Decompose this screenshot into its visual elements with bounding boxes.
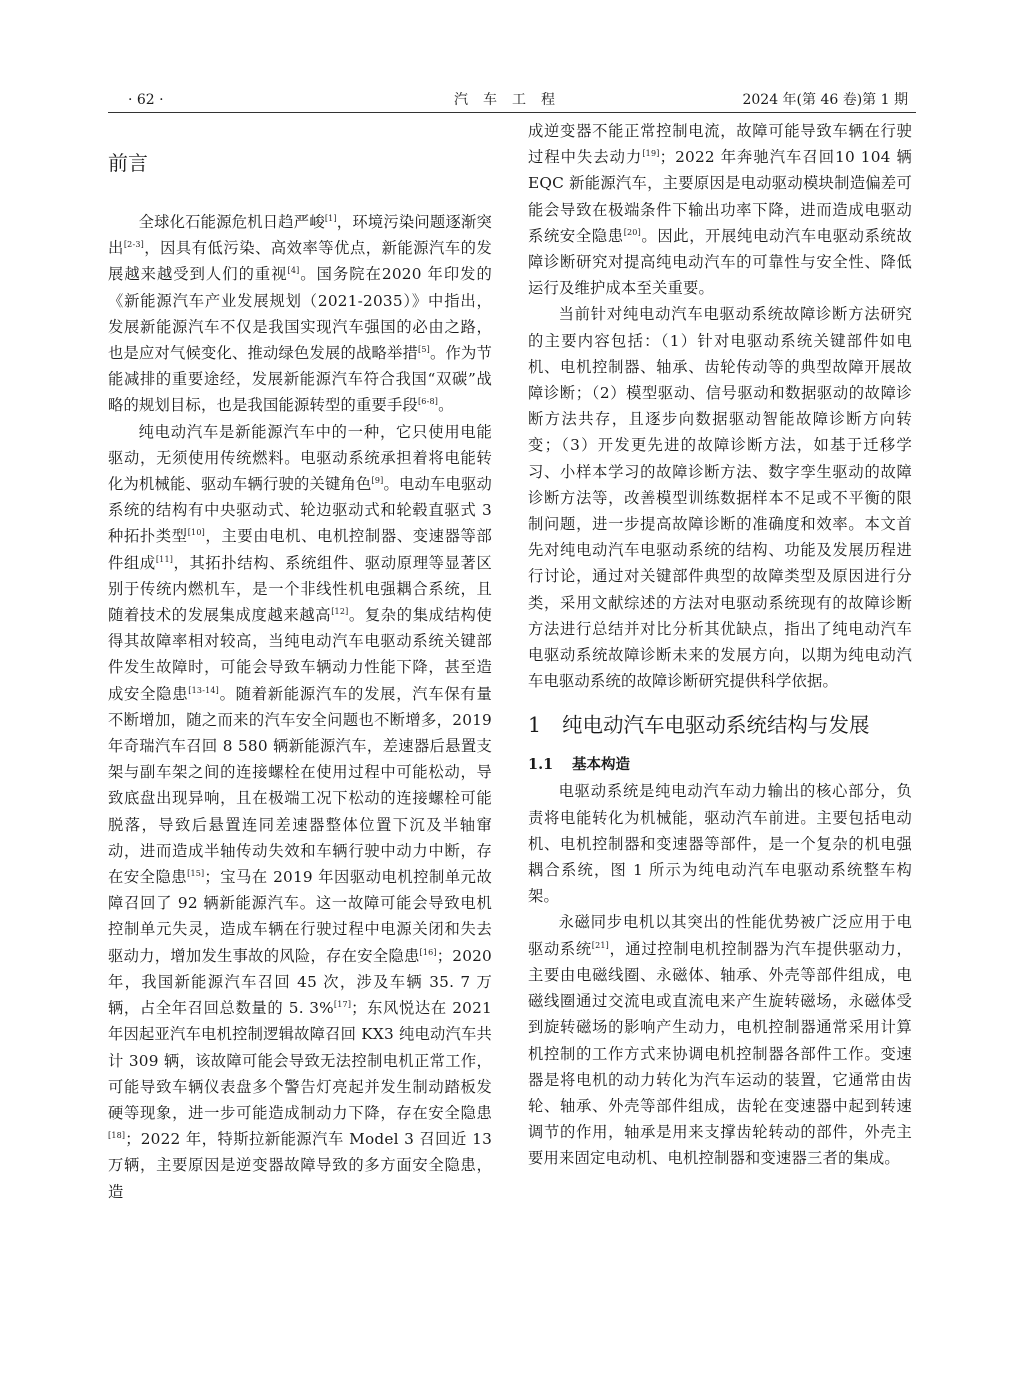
section-number: 1 xyxy=(528,713,542,738)
paragraph: 电驱动系统是纯电动汽车动力输出的核心部分，负责将电能转化为机械能，驱动汽车前进。主要包括电动机、电机控制器和变速器等部件，是一个复杂的机电强耦合系统，图 1 所示为纯电动汽车电驱动系统整车构架。 xyxy=(528,782,912,906)
issue-info: 2024 年(第 46 卷)第 1 期 xyxy=(742,92,908,108)
running-header xyxy=(108,88,916,113)
paragraph: 全球化石能源危机日趋严峻[1]，环境污染问题逐渐突出[2-3]，因具有低污染、高效率等优点，新能源汽车的发展越来越受到人们的重视[4]。国务院在2020 年印发的《新能源汽车产业发展规划（2021-2035）》中指出，发展新能源汽车不仅是我国实现汽车强国的必由之路，也是应对气候变化、推动绿色发展的战略举措[5]。作为节能减排的重要途经，发展新能源汽车符合我国“双碳”战略的规划目标，也是我国能源转型的重要手段[6-8]。 xyxy=(108,213,493,415)
section-heading-text: 纯电动汽车电驱动系统结构与发展 xyxy=(562,713,870,738)
section-heading-1 xyxy=(528,710,912,740)
paragraph: 纯电动汽车是新能源汽车中的一种，它只使用电能驱动，无须使用传统燃料。电驱动系统承担着将电能转化为机械能、驱动车辆行驶的关键角色[9]。电动车电驱动系统的结构有中央驱动式、轮边驱动式和轮毂直驱式 3 种拓扑类型[10]，主要由电机、电机控制器、变速器等部件组成[11]，其拓扑结构、系统组件、驱动原理等显著区别于传统内燃机车，是一个非线性机电强耦合系统，且随着技术的发展集成度越来越高[12]。复杂的集成结构使得其故障率相对较高，当纯电动汽车电驱动系统关键部件发生故障时，可能会导致车辆动力性能下降，甚至造成安全隐患[13-14]。随着新能源汽车的发展，汽车保有量不断增加，随之而来的汽车安全问题也不断增多，2019年奇瑞汽车召回 8 580 辆新能源汽车，差速器后悬置支架与副车架之间的连接螺栓在使用过程中可能松动，导致底盘出现异响，且在极端工况下松动的连接螺栓可能脱落，导致后悬置连同差速器整体位置下沉及半轴窜动，进而造成半轴传动失效和车辆行驶中动力中断，存在安全隐患[15]；宝马在 2019 年因驱动电机控制单元故障召回了 92 辆新能源汽车。这一故障可能会导致电机控制单元失灵，造成车辆在行驶过程中电源关闭和失去驱动力，增加发生事故的风险，存在安全隐患[16]；2020 年，我国新能源汽车召回 45 次，涉及车辆 35. 7 万辆，占全年召回总数量的 5. 3%[17]；东风悦达在 2021 年因起亚汽车电机控制逻辑故障召回 KX3 纯电动汽车共计 309 辆，该故障可能会导致无法控制电机正常工作，可能导致车辆仪表盘多个警告灯亮起并发生制动踏板发硬等现象，进一步可能造成制动力下降，存在安全隐患[18]；2022 年，特斯拉新能源汽车 Model 3 召回近 13 万辆，主要原因是逆变器故障导致的多方面安全隐患，造 xyxy=(108,422,492,1201)
page-number: · 62 · xyxy=(128,92,164,108)
subsection-heading xyxy=(528,752,912,778)
paragraph-continued: 成逆变器不能正常控制电流，故障可能导致车辆在行驶过程中失去动力[19]；2022 年奔驰汽车召回10 104 辆 EQC 新能源汽车，主要原因是电动驱动模块制造偏差可能会导致在极端条件下输出功率下降，进而造成电驱动系统安全隐患[20]。因此，开展纯电动汽车电驱动系统故障诊断研究对提高纯电动汽车的可靠性与安全性、降低运行及维护成本至关重要。 xyxy=(528,122,913,298)
right-column xyxy=(528,118,912,1172)
journal-title: 汽车工程 xyxy=(454,92,570,108)
subsection-heading-text: 基本构造 xyxy=(572,757,630,774)
paragraph: 永磁同步电机以其突出的性能优势被广泛应用于电驱动系统[21]，通过控制电机控制器为汽车提供驱动力，主要由电磁线圈、永磁体、轴承、外壳等部件组成，电磁线圈通过交流电或直流电来产生旋转磁场，永磁体受到旋转磁场的影响产生动力，电机控制器通常采用计算机控制的工作方式来协调电机控制器各部件工作。变速器是将电机的动力转化为汽车运动的装置，它通常由齿轮、轴承、外壳等部件组成，齿轮在变速器中起到转速调节的作用，轴承是用来支撑齿轮转动的部件，外壳主要用来固定电动机、电机控制器和变速器三者的集成。 xyxy=(528,913,912,1168)
subsection-number: 1.1 xyxy=(528,756,554,774)
left-column xyxy=(108,118,492,1205)
paragraph: 当前针对纯电动汽车电驱动系统故障诊断方法研究的主要内容包括：（1）针对电驱动系统关键部件如电机、电机控制器、轴承、齿轮传动等的典型故障开展故障诊断；（2）模型驱动、信号驱动和数据驱动的故障诊断方法共存，且逐步向数据驱动智能故障诊断方向转变；（3）开发更先进的故障诊断方法，如基于迁移学习、小样本学习的故障诊断方法、数字孪生驱动的故障诊断方法等，改善模型训练数据样本不足或不平衡的限制问题，进一步提高故障诊断的准确度和效率。本文首先对纯电动汽车电驱动系统的结构、功能及发展历程进行讨论，通过对关键部件典型的故障类型及原因进行分类，采用文献综述的方法对电驱动系统现有的故障诊断方法进行总结并对比分析其优缺点，指出了纯电动汽车电驱动系统故障诊断未来的发展方向，以期为纯电动汽车电驱动系统的故障诊断研究提供科学依据。 xyxy=(528,305,912,691)
section-title-preface: 前言 xyxy=(108,151,148,175)
